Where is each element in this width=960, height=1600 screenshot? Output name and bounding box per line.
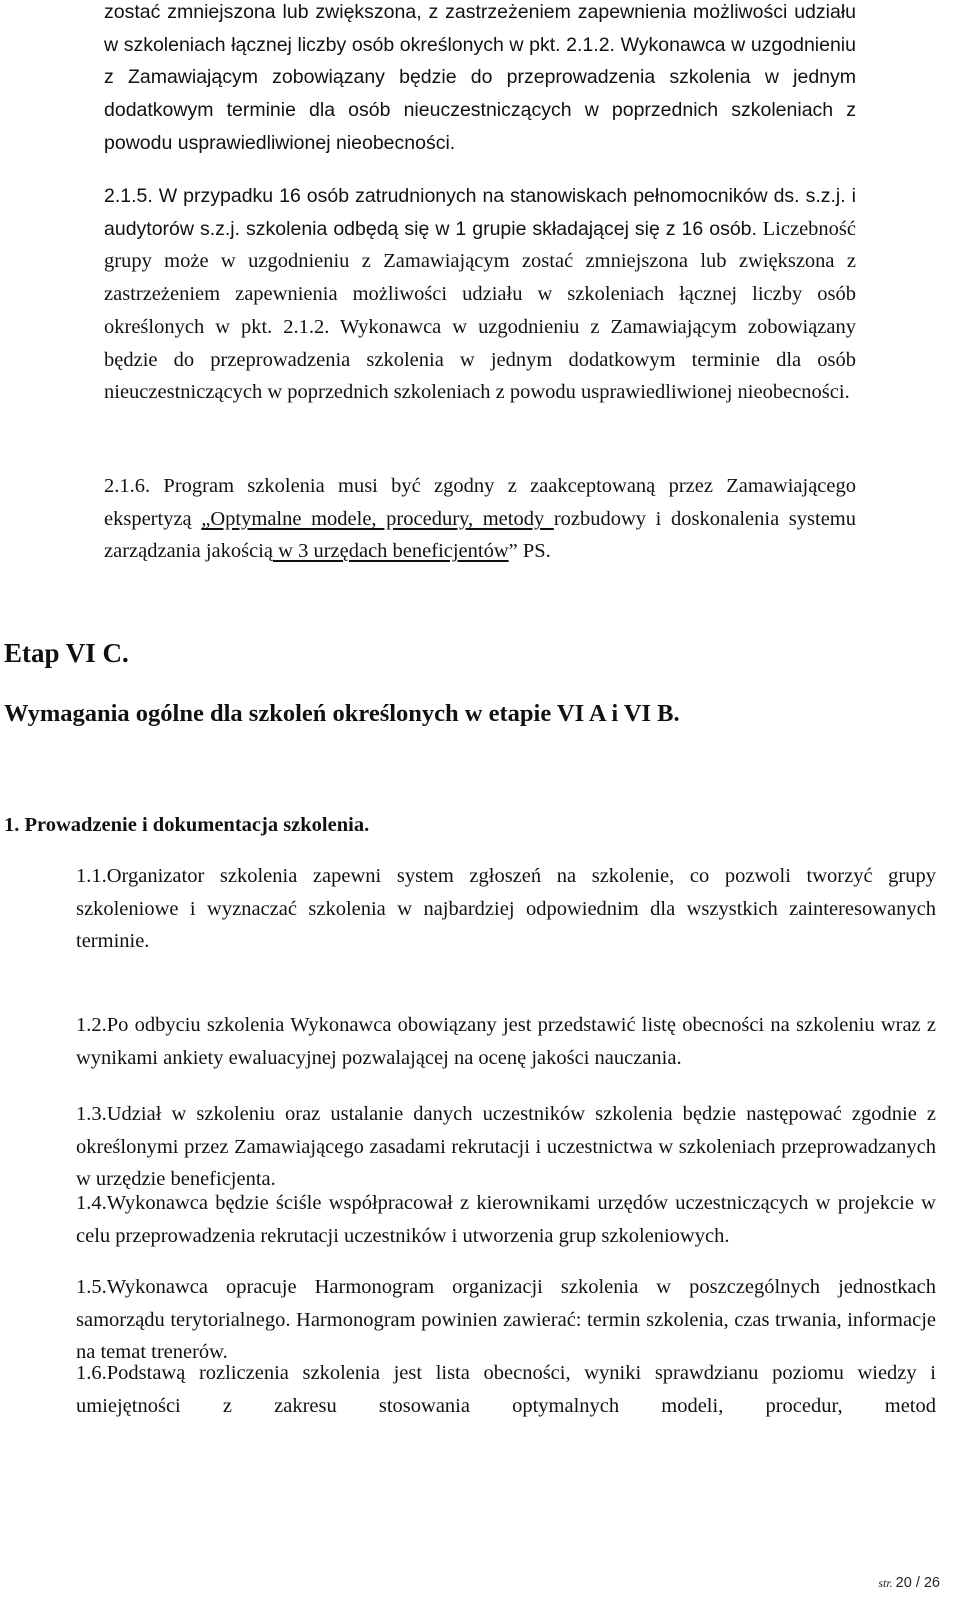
paragraph-2-1-5-sans: 2.1.5. W przypadku 16 osób zatrudnionych na stanowiskach pełnomocników ds. s.z.j. i audytorów s.z.j. szkolenia odbędą się w 1 grupie składającej się z 16 osób. xyxy=(104,185,856,240)
paragraph-2-1-6 xyxy=(104,470,856,568)
list-item-1-6: 1.6.Podstawą rozliczenia szkolenia jest lista obecności, wyniki sprawdzianu poziomu wiedzy i umiejętności z zakresu stosowania optymalnych modeli, procedur, metod xyxy=(76,1362,936,1417)
heading-etap: Etap VI C. xyxy=(4,638,129,668)
page-number-footer xyxy=(878,1573,940,1593)
heading-requirements: Wymagania ogólne dla szkoleń określonych w etapie VI A i VI B. xyxy=(4,700,680,727)
paragraph-2-1-6-part5: ” PS. xyxy=(508,540,551,563)
paragraph-2-1-5 xyxy=(104,180,856,409)
list-item-1-5: 1.5.Wykonawca opracuje Harmonogram organizacji szkolenia w poszczególnych jednostkach samorządu terytorialnego. Harmonogram powinien zawierać: termin szkolenia, czas trwania, informacje na temat trenerów. xyxy=(76,1276,936,1364)
list-item-1-1: 1.1.Organizator szkolenia zapewni system zgłoszeń na szkolenie, co pozwoli tworzyć grupy szkoleniowe i wyznaczać szkolenia w najbardziej odpowiednim dla wszystkich zainteresowanych terminie. xyxy=(76,865,936,953)
list-item-1-4: 1.4.Wykonawca będzie ściśle współpracował z kierownikami urzędów uczestniczących w projekcie w celu przeprowadzenia rekrutacji uczestników i utworzenia grup szkoleniowych. xyxy=(76,1192,936,1247)
page-label: str. xyxy=(878,1576,893,1590)
paragraph-2-1-6-part1: 2.1.6. Program szkolenia musi być zgodny z zaakceptowaną przez Zamawiającego ekspertyzą xyxy=(104,475,856,530)
page-number: 20 / 26 xyxy=(895,1575,940,1591)
paragraph-2-1-5-serif: Liczebność grupy może w uzgodnieniu z Zamawiającym zostać zmniejszona lub zwiększona z zastrzeżeniem zapewnienia możliwości udziału w szkoleniach łącznej liczby osób określonych w pkt. 2.1.2. Wykonawca w uzgodnieniu z Zamawiającym zobowiązany będzie do przeprowadzenia szkolenia w jednym dodatkowym terminie dla osób nieuczestniczących w poprzednich szkoleniach z powodu usprawiedliwionej nieobecności. xyxy=(104,217,856,404)
beneficiaries-underlined: w 3 urzędach beneficjentów xyxy=(273,540,509,563)
paragraph-continuation: zostać zmniejszona lub zwiększona, z zastrzeżeniem zapewnienia możliwości udziału w szkoleniach łącznej liczby osób określonych w pkt. 2.1.2. Wykonawca w uzgodnieniu z Zamawiającym zobowiązany będzie do przeprowadzenia szkolenia w jednym dodatkowym terminie dla osób nieuczestniczących w poprzednich szkoleniach z powodu usprawiedliwionej nieobecności. xyxy=(104,1,856,154)
list-item-1-2: 1.2.Po odbyciu szkolenia Wykonawca obowiązany jest przedstawić listę obecności na szkoleniu wraz z wynikami ankiety ewaluacyjnej pozwalającej na ocenę jakości nauczania. xyxy=(76,1014,936,1069)
paragraph-2-1-6-part3: rozbudowy i doskonalenia systemu zarządzania jakością xyxy=(104,507,856,563)
list-item-1-3: 1.3.Udział w szkoleniu oraz ustalanie danych uczestników szkolenia będzie następować zgodnie z określonymi przez Zamawiającego zasadami rekrutacji i uczestnictwa w szkoleniach przeprowadzanych w urzędzie beneficjenta. xyxy=(76,1103,936,1191)
expertise-title-underlined: „Optymalne modele, procedury, metody xyxy=(201,507,554,530)
heading-section-1: 1. Prowadzenie i dokumentacja szkolenia. xyxy=(4,814,370,836)
